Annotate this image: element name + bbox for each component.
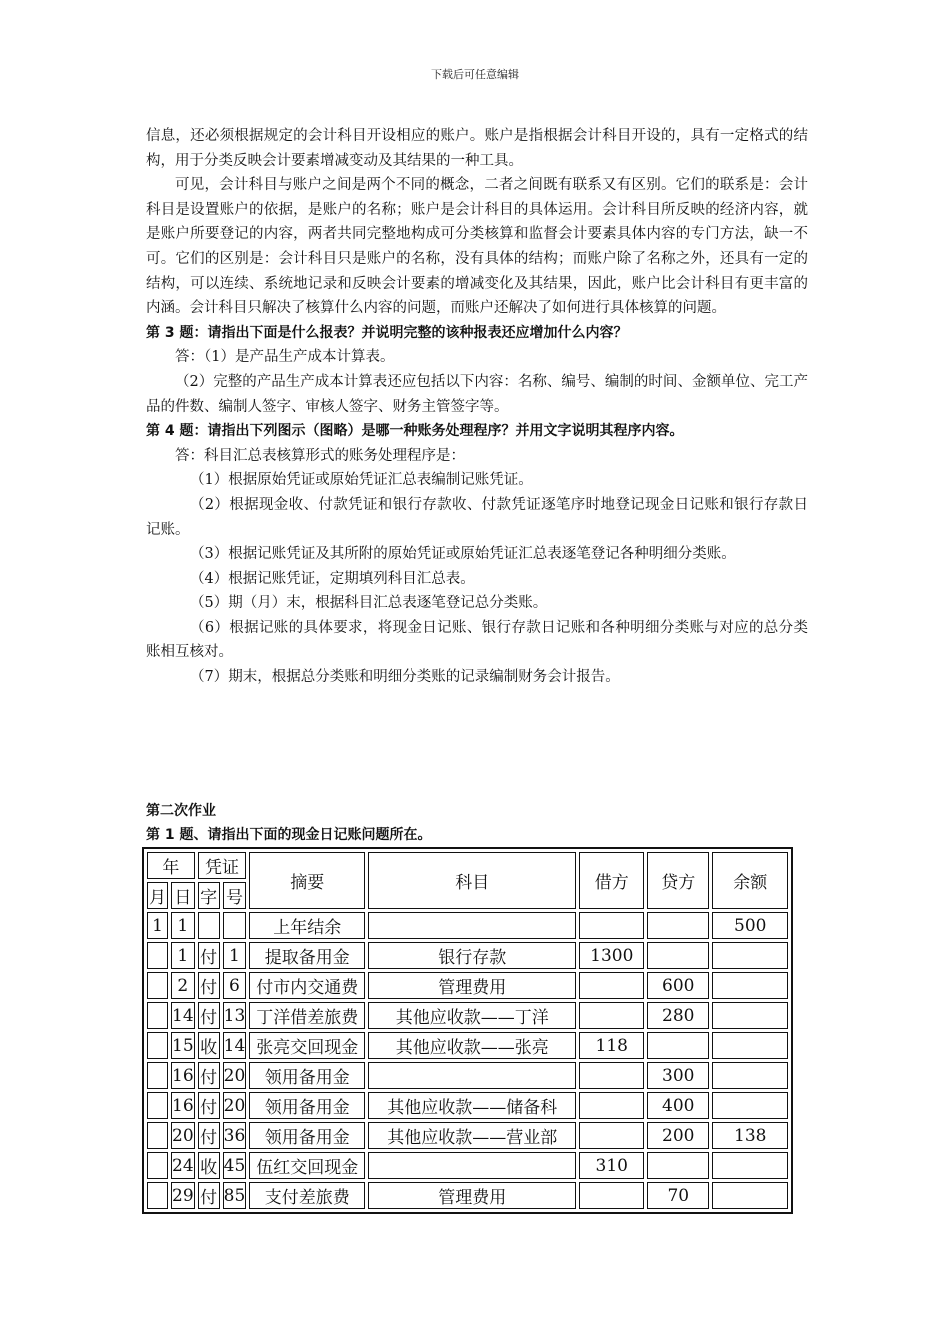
table-header-row	[147, 852, 788, 879]
table-row	[147, 912, 788, 939]
cell-day: 14	[171, 1002, 195, 1029]
cell-debit	[579, 972, 644, 999]
cell-voucher-type: 付	[198, 1122, 220, 1149]
cell-month	[147, 1002, 168, 1029]
cell-day: 15	[171, 1032, 195, 1059]
answer-3-part-2: （2）完整的产品生产成本计算表还应包括以下内容：名称、编号、编制的时间、金额单位、完工产品的件数、编制人签字、审核人签字、财务主管签字等。	[146, 373, 808, 415]
cell-account: 其他应收款——丁洋	[368, 1002, 576, 1029]
table-row	[147, 1152, 788, 1179]
cell-balance	[712, 1002, 788, 1029]
cell-voucher-number: 13	[223, 1002, 247, 1029]
cell-month	[147, 1182, 168, 1209]
answer-4-step-7: （7）期末，根据总分类账和明细分类账的记录编制财务会计报告。	[190, 669, 620, 686]
cell-summary: 提取备用金	[249, 942, 365, 969]
cell-voucher-number: 14	[223, 1032, 247, 1059]
cell-day: 20	[171, 1122, 195, 1149]
table-row	[147, 972, 788, 999]
cell-voucher-type: 收	[198, 1152, 220, 1179]
cell-balance	[712, 1152, 788, 1179]
header-voucher: 凭证	[198, 852, 247, 879]
cell-balance	[712, 942, 788, 969]
cell-debit	[579, 1062, 644, 1089]
cell-balance: 500	[712, 912, 788, 939]
cell-voucher-type: 收	[198, 1032, 220, 1059]
header-voucher-number: 号	[223, 882, 247, 909]
header-credit: 贷方	[647, 852, 709, 909]
answer-4-step-4: （4）根据记账凭证，定期填列科目汇总表。	[190, 570, 475, 587]
answer-4-intro: 答：科目汇总表核算形式的账务处理程序是：	[175, 447, 465, 464]
cell-account: 其他应收款——储备科	[368, 1092, 576, 1119]
cell-month	[147, 1092, 168, 1119]
cell-balance	[712, 1092, 788, 1119]
document-body	[146, 124, 808, 690]
cell-voucher-number: 1	[223, 942, 247, 969]
cell-credit: 400	[647, 1092, 709, 1119]
header-month: 月	[147, 882, 168, 909]
cell-month	[147, 942, 168, 969]
cell-voucher-number: 20	[223, 1092, 247, 1119]
cell-credit: 300	[647, 1062, 709, 1089]
cell-month	[147, 1152, 168, 1179]
cell-voucher-number: 20	[223, 1062, 247, 1089]
cell-credit	[647, 942, 709, 969]
cell-credit: 200	[647, 1122, 709, 1149]
cell-month	[147, 1032, 168, 1059]
cell-summary: 张亮交回现金	[249, 1032, 365, 1059]
answer-4-step-2: （2）根据现金收、付款凭证和银行存款收、付款凭证逐笔序时地登记现金日记账和银行存款日记账。	[146, 496, 808, 538]
cell-summary: 丁洋借差旅费	[249, 1002, 365, 1029]
cell-summary: 领用备用金	[249, 1092, 365, 1119]
cell-voucher-number: 45	[223, 1152, 247, 1179]
cell-voucher-type: 付	[198, 1062, 220, 1089]
cell-summary: 伍红交回现金	[249, 1152, 365, 1179]
cell-balance: 138	[712, 1122, 788, 1149]
cell-voucher-type: 付	[198, 942, 220, 969]
cell-debit	[579, 1092, 644, 1119]
cell-voucher-type	[198, 912, 220, 939]
cell-account	[368, 1062, 576, 1089]
answer-4-step-3: （3）根据记账凭证及其所附的原始凭证或原始凭证汇总表逐笔登记各种明细分类账。	[190, 546, 736, 563]
cell-day: 16	[171, 1092, 195, 1119]
cell-month	[147, 1062, 168, 1089]
cell-account: 管理费用	[368, 972, 576, 999]
cell-summary: 付市内交通费	[249, 972, 365, 999]
answer-4-step-5: （5）期（月）末，根据科目汇总表逐笔登记总分类账。	[190, 595, 548, 612]
cell-voucher-number	[223, 912, 247, 939]
cell-voucher-type: 付	[198, 972, 220, 999]
cell-credit	[647, 912, 709, 939]
cell-balance	[712, 1032, 788, 1059]
header-day: 日	[171, 882, 195, 909]
cell-voucher-number: 85	[223, 1182, 247, 1209]
question-4: 第 4 题：请指出下列图示（图略）是哪一种账务处理程序？并用文字说明其程序内容。	[146, 423, 684, 440]
cell-account	[368, 1152, 576, 1179]
cell-voucher-number: 36	[223, 1122, 247, 1149]
cell-credit: 70	[647, 1182, 709, 1209]
cell-account: 其他应收款——张亮	[368, 1032, 576, 1059]
cell-credit: 600	[647, 972, 709, 999]
cell-balance	[712, 972, 788, 999]
cell-summary: 上年结余	[249, 912, 365, 939]
cash-journal-table	[142, 847, 793, 1214]
cell-credit: 280	[647, 1002, 709, 1029]
cell-debit	[579, 1122, 644, 1149]
cell-voucher-type: 付	[198, 1182, 220, 1209]
cell-debit	[579, 1002, 644, 1029]
cell-day: 16	[171, 1062, 195, 1089]
cell-day: 2	[171, 972, 195, 999]
header-debit: 借方	[579, 852, 644, 909]
header-voucher-type: 字	[198, 882, 220, 909]
cell-credit	[647, 1032, 709, 1059]
table-row	[147, 1002, 788, 1029]
question-3: 第 3 题：请指出下面是什么报表？并说明完整的该种报表还应增加什么内容？	[146, 324, 628, 341]
answer-4-step-1: （1）根据原始凭证或原始凭证汇总表编制记账凭证。	[190, 472, 533, 489]
answer-4-step-6: （6）根据记账的具体要求，将现金日记账、银行存款日记账和各种明细分类账与对应的总分类账相互核对。	[146, 619, 808, 661]
cell-voucher-type: 付	[198, 1092, 220, 1119]
section-title: 第二次作业	[146, 803, 216, 819]
table-row	[147, 1092, 788, 1119]
cell-summary: 领用备用金	[249, 1122, 365, 1149]
cell-month	[147, 1122, 168, 1149]
cell-day: 1	[171, 942, 195, 969]
cell-account	[368, 912, 576, 939]
cell-debit	[579, 1182, 644, 1209]
header-year: 年	[147, 852, 195, 879]
cell-summary: 领用备用金	[249, 1062, 365, 1089]
cell-month: 1	[147, 912, 168, 939]
cell-balance	[712, 1182, 788, 1209]
cell-day: 29	[171, 1182, 195, 1209]
header-balance: 余额	[712, 852, 788, 909]
table-row	[147, 1182, 788, 1209]
table-row	[147, 1032, 788, 1059]
cell-account: 管理费用	[368, 1182, 576, 1209]
table-row	[147, 942, 788, 969]
section-question-1: 第 1 题、请指出下面的现金日记账问题所在。	[146, 827, 432, 843]
cell-summary: 支付差旅费	[249, 1182, 365, 1209]
cell-day: 24	[171, 1152, 195, 1179]
table-row	[147, 1122, 788, 1149]
cell-balance	[712, 1062, 788, 1089]
cell-debit: 118	[579, 1032, 644, 1059]
cell-voucher-type: 付	[198, 1002, 220, 1029]
header-summary: 摘要	[249, 852, 365, 909]
header-account: 科目	[368, 852, 576, 909]
paragraph-accounts-relation: 可见，会计科目与账户之间是两个不同的概念，二者之间既有联系又有区别。它们的联系是：会计科目是设置账户的依据，是账户的名称；账户是会计科目的具体运用。会计科目所反映的经济内容，就是账户所要登记的内容，两者共同完整地构成可分类核算和监督会计要素具体内容的专门方法，缺一不可。它们的区别是：会计科目只是账户的名称，没有具体的结构；而账户除了名称之外，还具有一定的结构，可以连续、系统地记录和反映会计要素的增减变化及其结果，因此，账户比会计科目有更丰富的内涵。会计科目只解决了核算什么内容的问题，而账户还解决了如何进行具体核算的问题。	[146, 177, 808, 317]
cell-voucher-number: 6	[223, 972, 247, 999]
page-header: 下载后可任意编辑	[431, 68, 519, 81]
cell-account: 银行存款	[368, 942, 576, 969]
table-row	[147, 1062, 788, 1089]
cell-debit: 1300	[579, 942, 644, 969]
paragraph-accounts-definition: 信息，还必须根据规定的会计科目开设相应的账户。账户是指根据会计科目开设的，具有一定格式的结构，用于分类反映会计要素增减变动及其结果的一种工具。	[146, 128, 808, 169]
cell-account: 其他应收款——营业部	[368, 1122, 576, 1149]
cell-day: 1	[171, 912, 195, 939]
answer-3-part-1: 答：（1）是产品生产成本计算表。	[175, 349, 395, 366]
cell-debit	[579, 912, 644, 939]
cell-debit: 310	[579, 1152, 644, 1179]
cell-month	[147, 972, 168, 999]
cell-credit	[647, 1152, 709, 1179]
